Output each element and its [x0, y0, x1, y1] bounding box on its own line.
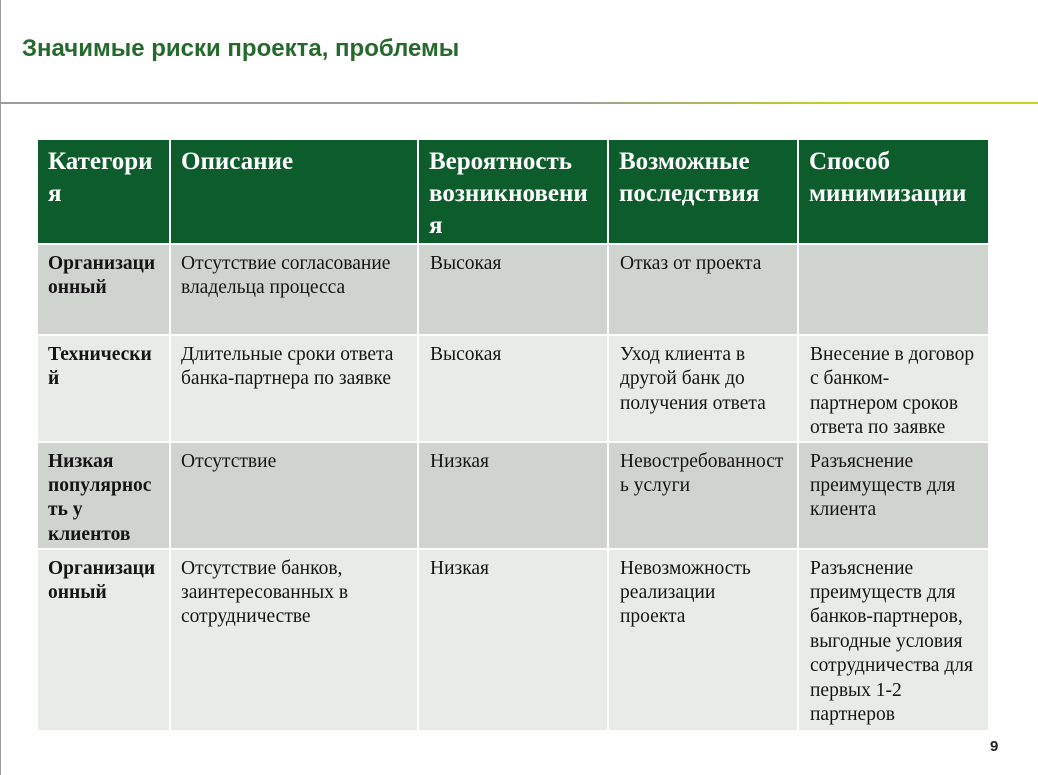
table-row — [38, 336, 988, 441]
header-description: Описание — [171, 140, 417, 243]
cell-probability: Высокая — [419, 245, 607, 334]
cell-consequences: Невостребованность услуги — [609, 443, 797, 548]
cell-probability: Низкая — [419, 443, 607, 548]
header-category: Категория — [38, 140, 169, 243]
cell-mitigation — [799, 245, 988, 334]
cell-description: Отсутствие согласование владельца процесса — [171, 245, 417, 334]
cell-probability: Высокая — [419, 336, 607, 441]
table-row — [38, 550, 988, 730]
table-row — [38, 443, 988, 548]
cell-description: Длительные сроки ответа банка-партнера по заявке — [171, 336, 417, 441]
cell-consequences: Уход клиента в другой банк до получения ответа — [609, 336, 797, 441]
cell-category: Низкая популярность у клиентов — [38, 443, 169, 548]
cell-mitigation: Разъяснение преимуществ для клиента — [799, 443, 988, 548]
cell-consequences: Отказ от проекта — [609, 245, 797, 334]
title-divider-line — [0, 102, 1038, 104]
cell-description: Отсутствие банков, заинтересованных в сотрудничестве — [171, 550, 417, 730]
table-row — [38, 245, 988, 334]
cell-category: Организационный — [38, 245, 169, 334]
cell-description: Отсутствие — [171, 443, 417, 548]
cell-category: Организационный — [38, 550, 169, 730]
header-mitigation: Способ минимизации — [799, 140, 988, 243]
cell-mitigation: Разъяснение преимуществ для банков-партнеров, выгодные условия сотрудничества для первых 1-2 партнеров — [799, 550, 988, 730]
table-header-row — [38, 140, 988, 243]
cell-probability: Низкая — [419, 550, 607, 730]
header-consequences: Возможные последствия — [609, 140, 797, 243]
cell-category: Технический — [38, 336, 169, 441]
header-probability: Вероятность возникновения — [419, 140, 607, 243]
slide-left-border — [0, 0, 1, 775]
slide-title: Значимые риски проекта, проблемы — [22, 35, 460, 62]
page-number: 9 — [990, 738, 999, 755]
risks-table — [36, 138, 990, 732]
cell-consequences: Невозможность реализации проекта — [609, 550, 797, 730]
cell-mitigation: Внесение в договор с банком-партнером сроков ответа по заявке — [799, 336, 988, 441]
